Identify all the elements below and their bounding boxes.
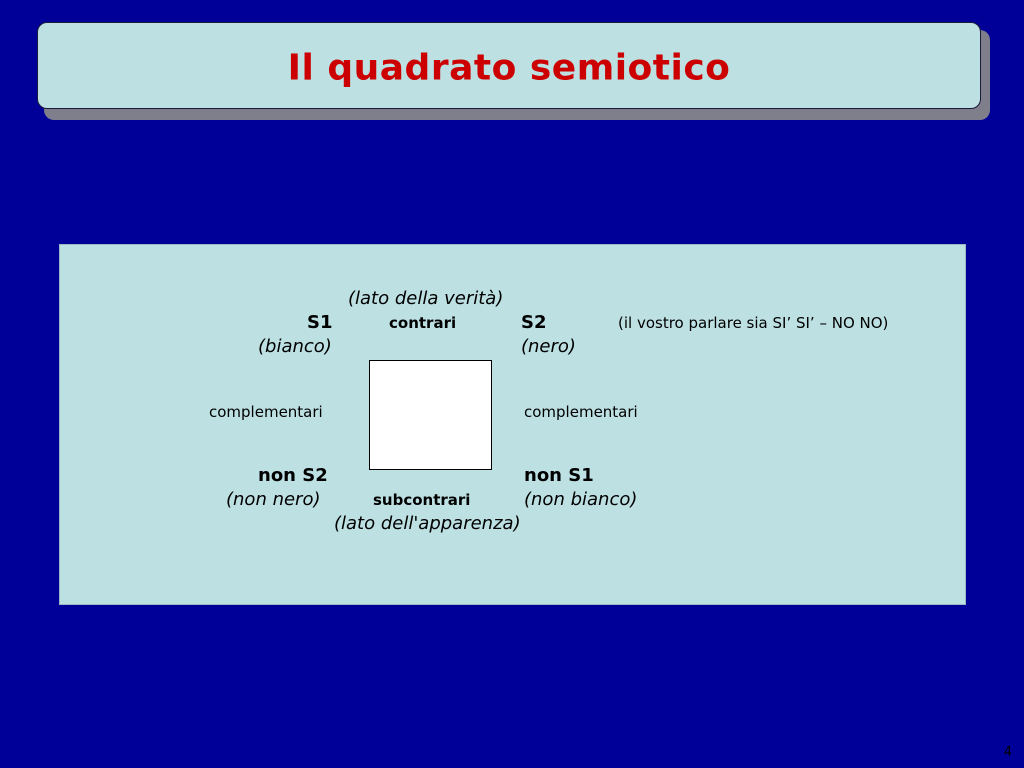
page-number: 4 bbox=[1003, 745, 1012, 760]
label-s2: S2 bbox=[521, 312, 547, 333]
side-note: (il vostro parlare sia SI’ SI’ – NO NO) bbox=[618, 314, 889, 332]
label-s1: S1 bbox=[307, 312, 333, 333]
gloss-s1: (bianco) bbox=[258, 336, 332, 357]
label-subcontrari: subcontrari bbox=[373, 491, 471, 509]
gloss-s2: (nero) bbox=[521, 336, 576, 357]
label-non-s2: non S2 bbox=[258, 465, 328, 486]
bottom-caption: (lato dell'apparenza) bbox=[334, 513, 521, 534]
title-box bbox=[37, 22, 981, 109]
label-non-s1: non S1 bbox=[524, 465, 594, 486]
label-complementari-left: complementari bbox=[209, 403, 323, 421]
gloss-non-s2: (non nero) bbox=[226, 489, 321, 510]
semiotic-square bbox=[369, 360, 492, 470]
label-complementari-right: complementari bbox=[524, 403, 638, 421]
content-panel bbox=[59, 244, 966, 605]
top-caption: (lato della verità) bbox=[348, 288, 504, 309]
label-contrari: contrari bbox=[389, 314, 457, 332]
gloss-non-s1: (non bianco) bbox=[524, 489, 638, 510]
slide-title: Il quadrato semiotico bbox=[287, 47, 731, 89]
